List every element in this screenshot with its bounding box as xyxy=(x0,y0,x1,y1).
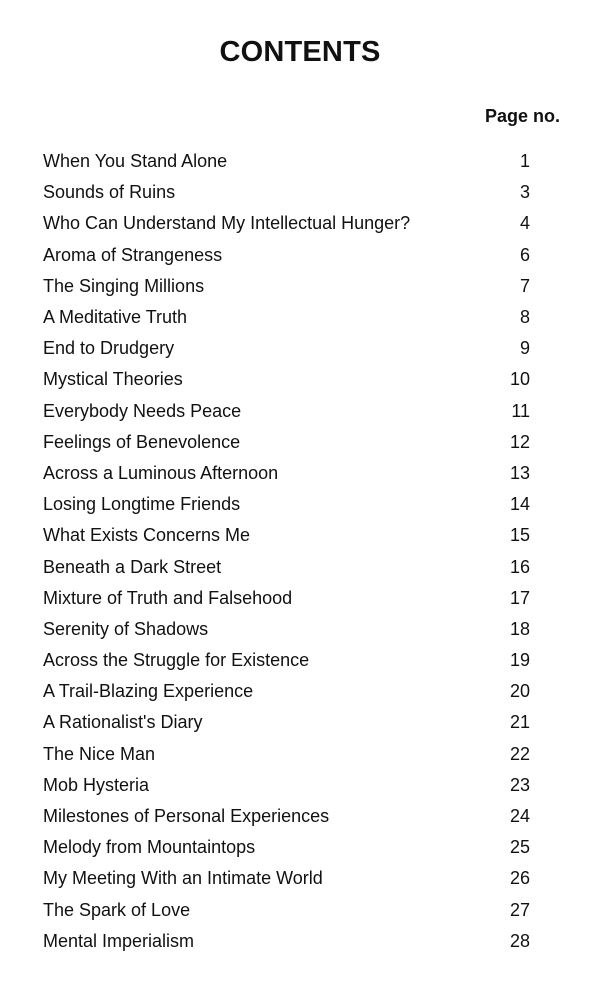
toc-entry-title: The Singing Millions xyxy=(43,275,205,296)
toc-entry xyxy=(43,364,530,395)
toc-entry xyxy=(43,271,530,302)
toc-entry-page: 26 xyxy=(509,868,530,889)
toc-entry xyxy=(43,770,530,801)
toc-entry-page: 20 xyxy=(509,681,530,702)
toc-entry-title: Feelings of Benevolence xyxy=(43,431,241,452)
toc-entry-title: Everybody Needs Peace xyxy=(43,400,242,421)
toc-entry-title: Across the Struggle for Existence xyxy=(43,650,310,671)
toc-entry-page: 27 xyxy=(509,899,530,920)
toc-entry xyxy=(43,707,530,738)
toc-entry-title: When You Stand Alone xyxy=(43,151,228,172)
toc-entry-page: 24 xyxy=(509,806,530,827)
toc-entry-title: My Meeting With an Intimate World xyxy=(43,868,323,889)
toc-entry-page: 14 xyxy=(509,494,530,515)
toc-entry-title: Mixture of Truth and Falsehood xyxy=(43,587,293,608)
toc-entry-title: The Spark of Love xyxy=(43,899,191,920)
toc-entry-page: 12 xyxy=(509,431,530,452)
toc-entry-page: 28 xyxy=(509,930,530,951)
toc-entry-title: Mental Imperialism xyxy=(43,930,195,951)
toc-entry-title: A Trail-Blazing Experience xyxy=(43,681,254,702)
toc-entry-title: Losing Longtime Friends xyxy=(43,494,241,515)
toc-entry-title: Sounds of Ruins xyxy=(43,182,176,203)
toc-entry-page: 10 xyxy=(509,369,530,390)
toc-entry xyxy=(43,801,530,832)
toc-entry-page: 23 xyxy=(509,774,530,795)
toc-entry xyxy=(43,208,530,239)
toc-entry-title: Across a Luminous Afternoon xyxy=(43,462,279,483)
toc-entry-title: A Meditative Truth xyxy=(43,307,188,328)
toc-entry-page: 16 xyxy=(509,556,530,577)
toc-entry-title: The Nice Man xyxy=(43,743,156,764)
toc-entry xyxy=(43,614,530,645)
toc-entry-title: Aroma of Strangeness xyxy=(43,244,223,265)
toc-entry-title: Mob Hysteria xyxy=(43,774,150,795)
toc-entry-title: Mystical Theories xyxy=(43,369,183,390)
toc-entry xyxy=(43,177,530,208)
toc-entry xyxy=(43,427,530,458)
toc-entry xyxy=(43,520,530,551)
toc-entry-page: 21 xyxy=(509,712,530,733)
toc-entry-title: Melody from Mountaintops xyxy=(43,837,256,858)
toc-entry-page: 3 xyxy=(519,182,530,203)
toc-entry xyxy=(43,676,530,707)
toc-entry xyxy=(43,489,530,520)
toc-entry xyxy=(43,739,530,770)
table-of-contents xyxy=(43,146,530,957)
toc-entry-page: 18 xyxy=(509,618,530,639)
toc-entry-page: 9 xyxy=(519,338,530,359)
toc-entry-page: 6 xyxy=(519,244,530,265)
toc-entry-page: 25 xyxy=(509,837,530,858)
toc-entry-title: Beneath a Dark Street xyxy=(43,556,222,577)
toc-entry xyxy=(43,458,530,489)
toc-entry-page: 11 xyxy=(511,400,530,421)
toc-entry-page: 19 xyxy=(509,650,530,671)
toc-entry xyxy=(43,895,530,926)
toc-entry-title: Who Can Understand My Intellectual Hunger? xyxy=(43,213,411,234)
page-number-header: Page no. xyxy=(484,106,560,126)
toc-entry-page: 13 xyxy=(509,462,530,483)
toc-entry xyxy=(43,863,530,894)
toc-entry-page: 7 xyxy=(519,275,530,296)
toc-entry xyxy=(43,583,530,614)
toc-entry-page: 22 xyxy=(509,743,530,764)
toc-entry-title: Milestones of Personal Experiences xyxy=(43,806,330,827)
toc-entry xyxy=(43,302,530,333)
toc-entry xyxy=(43,551,530,582)
toc-entry-title: Serenity of Shadows xyxy=(43,618,209,639)
toc-entry xyxy=(43,333,530,364)
toc-entry-page: 15 xyxy=(509,525,530,546)
toc-entry xyxy=(43,240,530,271)
toc-entry-title: End to Drudgery xyxy=(43,338,175,359)
page-title: CONTENTS xyxy=(219,36,381,68)
toc-entry xyxy=(43,926,530,957)
toc-entry xyxy=(43,645,530,676)
toc-entry-page: 4 xyxy=(519,213,530,234)
toc-entry xyxy=(43,146,530,177)
toc-entry-page: 1 xyxy=(519,151,530,172)
toc-entry-title: A Rationalist's Diary xyxy=(43,712,203,733)
toc-entry-page: 8 xyxy=(519,307,530,328)
toc-entry xyxy=(43,832,530,863)
toc-entry xyxy=(43,396,530,427)
toc-entry-page: 17 xyxy=(509,587,530,608)
toc-entry-title: What Exists Concerns Me xyxy=(43,525,251,546)
